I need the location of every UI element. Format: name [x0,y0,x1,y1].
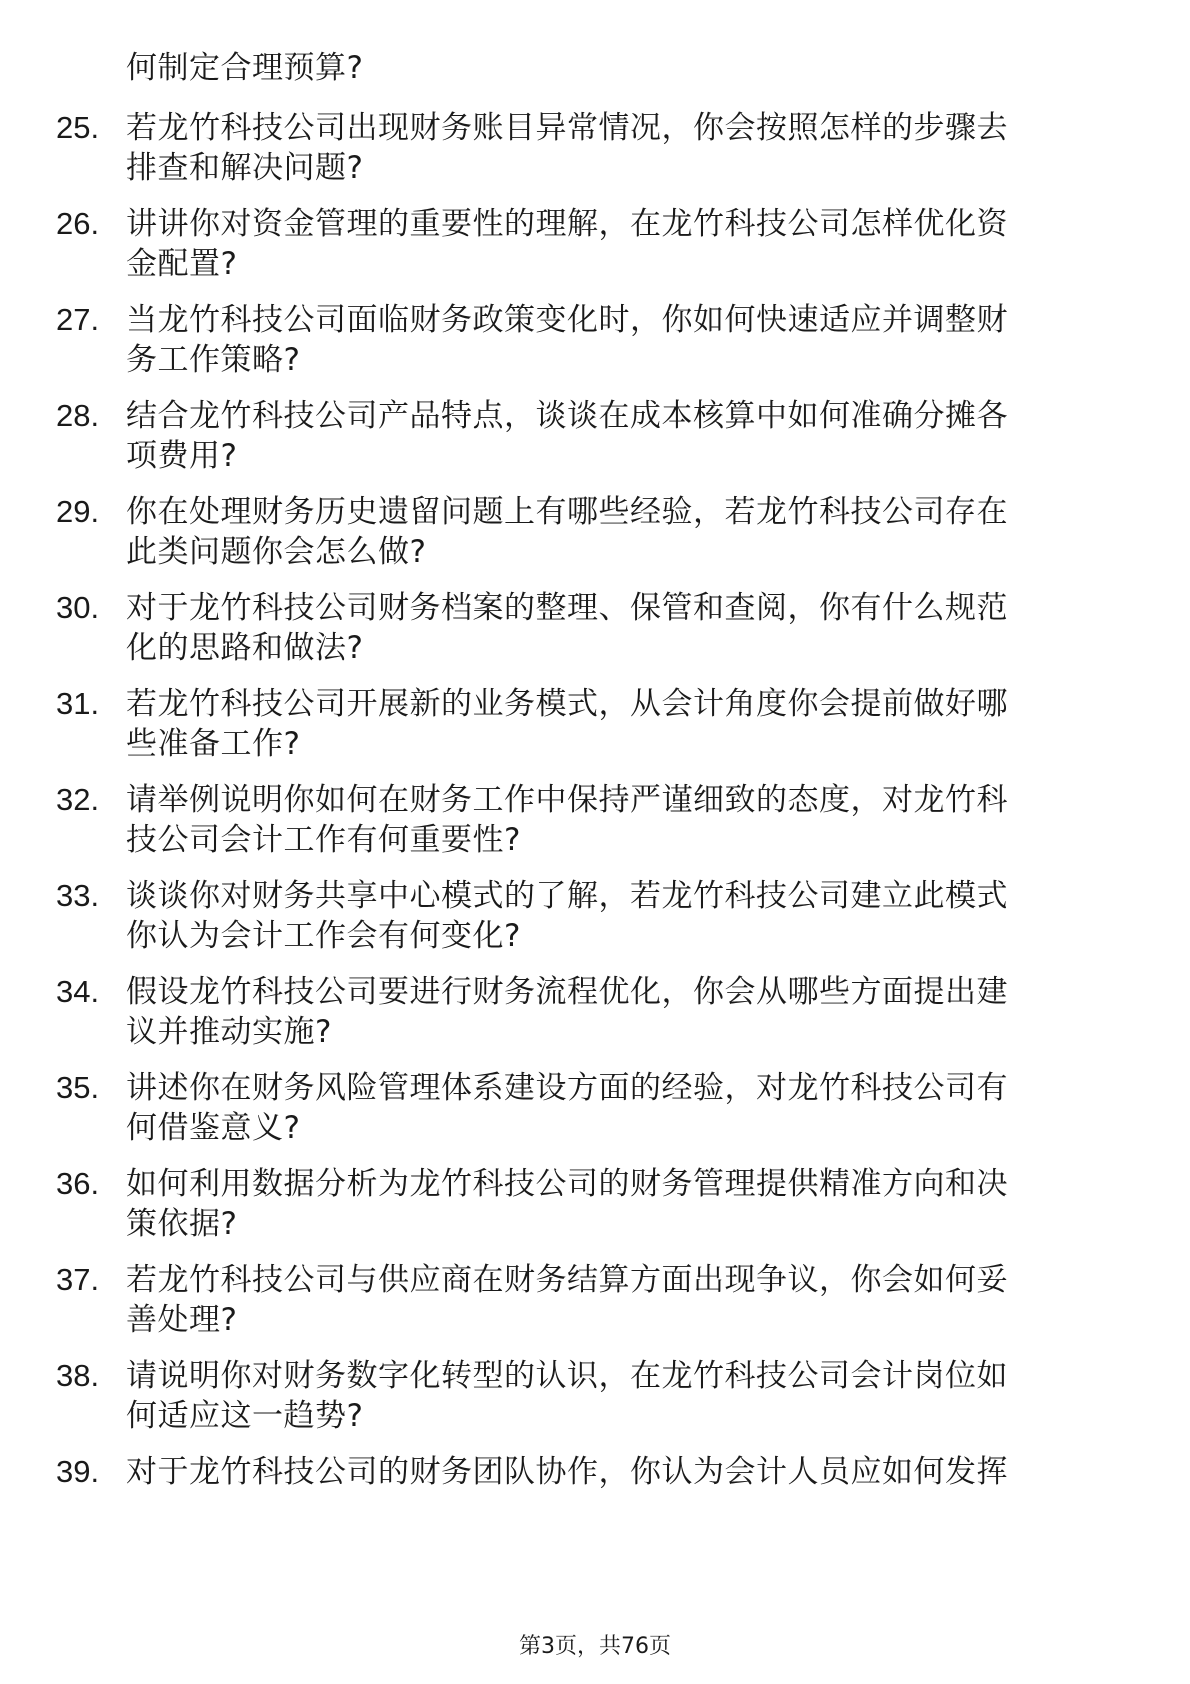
question-line: 金配置? [126,246,238,282]
question-line: 讲讲你对资金管理的重要性的理解，在龙竹科技公司怎样优化资 [126,206,1008,242]
question-line: 若龙竹科技公司开展新的业务模式，从会计角度你会提前做好哪 [126,686,1008,722]
question-number: 32. [56,782,100,817]
question-line: 些准备工作? [126,726,301,762]
question-line: 何借鉴意义? [126,1110,301,1146]
question-line: 何适应这一趋势? [126,1398,364,1434]
question-number: 27. [56,302,100,337]
page-footer: 第3页，共76页 [519,1634,671,1659]
question-number: 38. [56,1358,100,1393]
question-number: 35. [56,1070,100,1105]
question-line: 若龙竹科技公司与供应商在财务结算方面出现争议，你会如何妥 [126,1262,1008,1298]
question-number: 30. [56,590,100,625]
question-line: 排查和解决问题? [126,150,364,186]
question-line: 对于龙竹科技公司的财务团队协作，你认为会计人员应如何发挥 [126,1454,1008,1490]
question-number: 39. [56,1454,100,1489]
question-number: 34. [56,974,100,1009]
question-line: 结合龙竹科技公司产品特点，谈谈在成本核算中如何准确分摊各 [126,398,1008,434]
question-line: 你认为会计工作会有何变化? [126,918,521,954]
question-line: 对于龙竹科技公司财务档案的整理、保管和查阅，你有什么规范 [126,590,1008,626]
question-number: 31. [56,686,100,721]
question-number: 28. [56,398,100,433]
question-line: 此类问题你会怎么做? [126,534,427,570]
question-line: 假设龙竹科技公司要进行财务流程优化，你会从哪些方面提出建 [126,974,1008,1010]
question-line: 化的思路和做法? [126,630,364,666]
question-line: 讲述你在财务风险管理体系建设方面的经验，对龙竹科技公司有 [126,1070,1008,1106]
question-line: 策依据? [126,1206,238,1242]
question-line: 项费用? [126,438,238,474]
question-number: 29. [56,494,100,529]
question-number: 36. [56,1166,100,1201]
question-line: 技公司会计工作有何重要性? [126,822,521,858]
question-line: 你在处理财务历史遗留问题上有哪些经验，若龙竹科技公司存在 [126,494,1008,530]
continuation-line: 何制定合理预算? [126,50,364,86]
question-line: 请说明你对财务数字化转型的认识，在龙竹科技公司会计岗位如 [126,1358,1008,1394]
question-line: 如何利用数据分析为龙竹科技公司的财务管理提供精准方向和决 [126,1166,1008,1202]
question-line: 若龙竹科技公司出现财务账目异常情况，你会按照怎样的步骤去 [126,110,1008,146]
question-line: 请举例说明你如何在财务工作中保持严谨细致的态度，对龙竹科 [126,782,1008,818]
question-number: 25. [56,110,100,145]
question-line: 善处理? [126,1302,238,1338]
question-line: 务工作策略? [126,342,301,378]
question-line: 议并推动实施? [126,1014,332,1050]
question-line: 当龙竹科技公司面临财务政策变化时，你如何快速适应并调整财 [126,302,1008,338]
question-number: 37. [56,1262,100,1297]
question-number: 33. [56,878,100,913]
question-line: 谈谈你对财务共享中心模式的了解，若龙竹科技公司建立此模式 [126,878,1008,914]
question-number: 26. [56,206,100,241]
